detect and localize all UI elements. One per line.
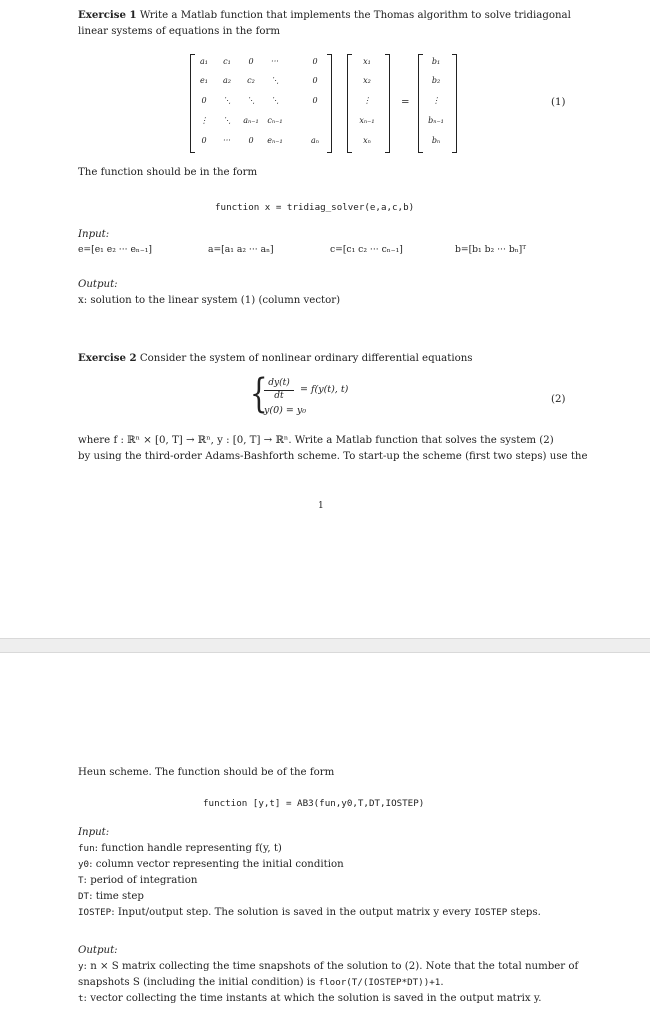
output-y xyxy=(78,960,578,973)
input-y0-key: y0 xyxy=(78,859,90,870)
matrix-cell: e₁ xyxy=(200,76,208,85)
exercise-1-text: Write a Matlab function that implements the Thomas algorithm to solve tridiagonal xyxy=(139,10,571,21)
input-y0-desc: : column vector representing the initial condition xyxy=(89,859,344,870)
matrix-cell: 0 xyxy=(201,136,207,145)
matrix-cell: ⋱ xyxy=(223,96,231,105)
matrix-cell: a₁ xyxy=(200,57,208,66)
matrix-cell: aₙ₋₁ xyxy=(243,116,259,125)
exercise-2-label: Exercise 2 xyxy=(78,352,137,364)
output-x: x: solution to the linear system (1) (column vector) xyxy=(78,295,341,306)
input-fun xyxy=(78,842,282,855)
left-brace: { xyxy=(249,371,268,417)
input-fun-key: fun xyxy=(78,843,95,854)
code-ab3-signature: function [y,t] = AB3(fun,y0,T,DT,IOSTEP) xyxy=(203,798,425,809)
input-iostep xyxy=(78,906,541,919)
ode-fraction-denominator: dt xyxy=(274,391,284,401)
output-label-1: Output: xyxy=(78,279,118,290)
equation-number-1: (1) xyxy=(551,97,566,108)
matrix-cell: ⋱ xyxy=(271,76,279,85)
input-label-1: Input: xyxy=(78,229,110,240)
matrix-cell: 0 xyxy=(312,57,318,66)
vector-x-entry: ⋮ xyxy=(363,96,371,105)
input-a: a=[a₁ a₂ ··· aₙ] xyxy=(208,244,274,255)
vector-b-entry: b₂ xyxy=(431,76,441,85)
vector-b-right-bracket xyxy=(452,54,457,153)
output-y-period: . xyxy=(440,977,444,988)
exercise-2-text: Consider the system of nonlinear ordinary differential equations xyxy=(139,353,473,364)
page-2 xyxy=(0,653,650,1024)
matrix-cell: a₂ xyxy=(223,76,231,85)
vector-x-right-bracket xyxy=(385,54,390,153)
equals-sign: = xyxy=(401,97,410,108)
input-label-2: Input: xyxy=(78,827,110,838)
input-T-key: T xyxy=(78,875,84,886)
matrix-cell: 0 xyxy=(248,57,254,66)
vector-x-entry: xₙ₋₁ xyxy=(359,116,375,125)
input-DT xyxy=(78,890,144,903)
matrix-cell: c₁ xyxy=(223,57,231,66)
where-line-1: where f : ℝⁿ × [0, T] → ℝⁿ, y : [0, T] → ℝⁿ. Write a Matlab function that solves the system (2) xyxy=(78,435,554,446)
matrix-cell: 0 xyxy=(312,96,318,105)
input-fun-desc: : function handle representing f(y, t) xyxy=(94,843,282,854)
output-t xyxy=(78,992,542,1005)
output-y-formula: floor(T/(IOSTEP*DT))+1 xyxy=(318,977,441,988)
matrix-cell: ··· xyxy=(271,57,279,66)
code-tridiag-signature: function x = tridiag_solver(e,a,c,b) xyxy=(215,202,415,213)
form-text: The function should be in the form xyxy=(78,167,258,178)
vector-b-entry: bₙ₋₁ xyxy=(428,116,444,125)
output-t-key: t xyxy=(78,993,84,1004)
exercise-2-line-1 xyxy=(78,352,473,365)
input-iostep-tail: steps. xyxy=(510,907,541,918)
equation-number-2: (2) xyxy=(551,394,566,405)
matrix-cell: 0 xyxy=(201,96,207,105)
output-y-key: y xyxy=(78,961,84,972)
input-e: e=[e₁ e₂ ··· eₙ₋₁] xyxy=(78,244,153,255)
output-y-line-2 xyxy=(78,976,444,989)
ode-initial-condition: y(0) = y₀ xyxy=(264,405,306,416)
ode-rhs: = f(y(t), t) xyxy=(300,384,349,395)
input-DT-key: DT xyxy=(78,891,90,902)
output-label-2: Output: xyxy=(78,945,118,956)
vector-x-entry: x₂ xyxy=(363,76,371,85)
matrix-cell: c₂ xyxy=(247,76,255,85)
exercise-1-label: Exercise 1 xyxy=(78,9,137,21)
matrix-cell: aₙ xyxy=(310,136,319,145)
output-y-line-2-text: snapshots S (including the initial condition) is xyxy=(78,977,316,988)
vector-b-entry: bₙ xyxy=(431,136,441,145)
matrix-cell: cₙ₋₁ xyxy=(267,116,283,125)
exercise-1-line-1 xyxy=(78,9,571,22)
page-separator xyxy=(0,638,650,653)
input-iostep-desc: : Input/output step. The solution is saved in the output matrix y every xyxy=(111,907,471,918)
vector-b-entry: b₁ xyxy=(431,57,441,66)
input-DT-desc: : time step xyxy=(89,891,144,902)
input-c: c=[c₁ c₂ ··· cₙ₋₁] xyxy=(330,244,403,255)
input-iostep-key: IOSTEP xyxy=(78,907,112,918)
matrix-cell: ⋮ xyxy=(200,116,208,125)
output-t-desc: : vector collecting the time instants at which the solution is saved in the output matrix y. xyxy=(83,993,542,1004)
matrix-cell: eₙ₋₁ xyxy=(267,136,283,145)
vector-x-entry: xₙ xyxy=(363,136,371,145)
exercise-1-line-2: linear systems of equations in the form xyxy=(78,26,281,37)
input-T xyxy=(78,874,197,887)
where-line-2: by using the third-order Adams-Bashforth scheme. To start-up the scheme (first two steps) use the xyxy=(78,451,588,462)
matrix-cell: 0 xyxy=(312,76,318,85)
ode-fraction-numerator: dy(t) xyxy=(268,378,290,388)
matrix-cell: 0 xyxy=(248,136,254,145)
vector-x-entry: x₁ xyxy=(363,57,371,66)
matrix-cell: ··· xyxy=(223,136,231,145)
heun-line: Heun scheme. The function should be of the form xyxy=(78,767,335,778)
page-number: 1 xyxy=(318,501,324,511)
matrix-cell: ⋱ xyxy=(223,116,231,125)
output-y-desc: : n × S matrix collecting the time snapshots of the solution to (2). Note that the total number of xyxy=(83,961,579,972)
input-iostep-ref: IOSTEP xyxy=(474,907,508,918)
matrix-cell: ⋱ xyxy=(271,96,279,105)
input-b: b=[b₁ b₂ ··· bₙ]ᵀ xyxy=(455,244,527,255)
vector-b-entry: ⋮ xyxy=(432,96,440,105)
matrix-cell: ⋱ xyxy=(247,96,255,105)
input-y0 xyxy=(78,858,344,871)
input-T-desc: : period of integration xyxy=(83,875,198,886)
